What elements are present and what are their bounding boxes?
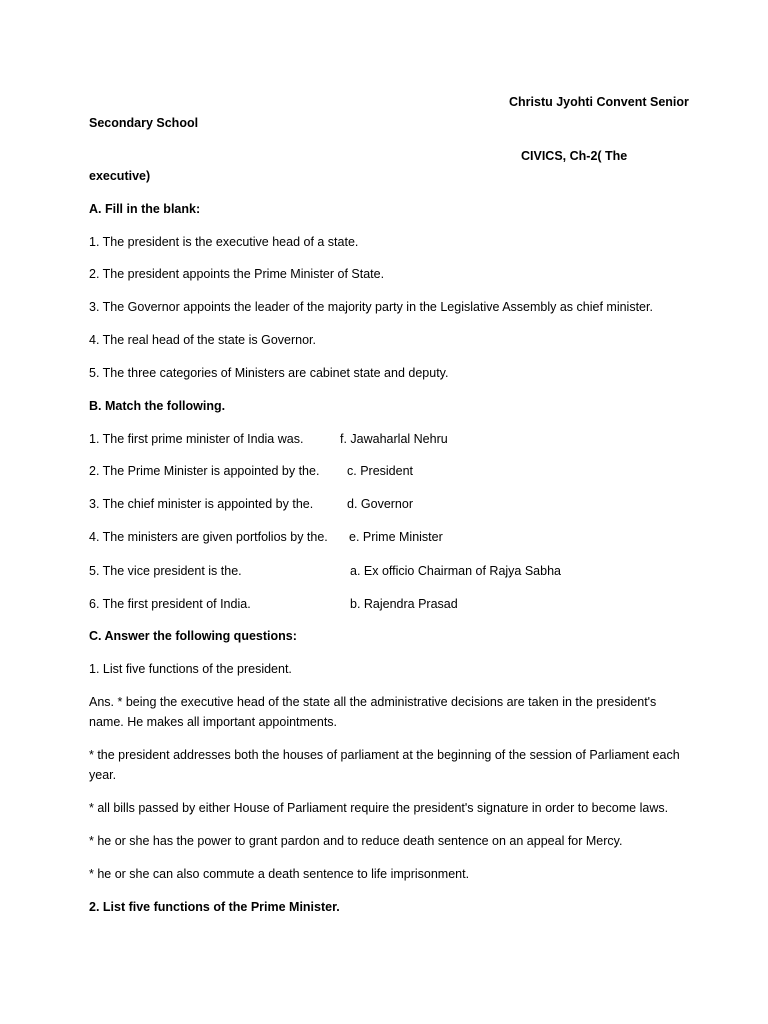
match-right-item: e. Prime Minister <box>349 530 443 544</box>
fill-blank-item: 4. The real head of the state is Governor. <box>89 333 316 347</box>
match-right-item: f. Jawaharlal Nehru <box>340 432 448 446</box>
answer-paragraph: * he or she has the power to grant pardon and to reduce death sentence on an appeal for Mercy. <box>89 834 623 848</box>
fill-blank-item: 1. The president is the executive head of a state. <box>89 235 359 249</box>
fill-blank-item: 3. The Governor appoints the leader of the majority party in the Legislative Assembly as chief minister. <box>89 300 653 314</box>
section-a-heading: A. Fill in the blank: <box>89 202 201 216</box>
answer-paragraph: * all bills passed by either House of Parliament require the president's signature in order to become laws. <box>89 801 669 815</box>
match-left-item: 3. The chief minister is appointed by the. <box>89 497 314 511</box>
match-left-item: 5. The vice president is the. <box>89 564 242 578</box>
match-left-item: 6. The first president of India. <box>89 597 251 611</box>
question-2: 2. List five functions of the Prime Minister. <box>89 900 340 914</box>
school-name-line2: Secondary School <box>89 116 199 130</box>
school-name-line1: Christu Jyohti Convent Senior <box>509 95 689 109</box>
section-b-heading: B. Match the following. <box>89 399 226 413</box>
answer-paragraph: Ans. * being the executive head of the state all the administrative decisions are taken in the president's name. He makes all important appointments. <box>89 695 657 729</box>
fill-blank-item: 5. The three categories of Ministers are cabinet state and deputy. <box>89 366 449 380</box>
match-right-item: d. Governor <box>347 497 414 511</box>
answer-paragraph: * he or she can also commute a death sentence to life imprisonment. <box>89 867 470 881</box>
question-1: 1. List five functions of the president. <box>89 662 292 676</box>
match-right-item: c. President <box>347 464 414 478</box>
match-left-item: 4. The ministers are given portfolios by the. <box>89 530 328 544</box>
match-left-item: 2. The Prime Minister is appointed by the. <box>89 464 320 478</box>
subject-title-line1: CIVICS, Ch-2( The <box>521 149 628 163</box>
match-right-item: b. Rajendra Prasad <box>350 597 458 611</box>
answer-paragraph: * the president addresses both the houses of parliament at the beginning of the session of Parliament each year. <box>89 748 680 782</box>
match-right-item: a. Ex officio Chairman of Rajya Sabha <box>350 564 561 578</box>
section-c-heading: C. Answer the following questions: <box>89 629 297 643</box>
fill-blank-item: 2. The president appoints the Prime Minister of State. <box>89 267 385 281</box>
subject-title-line2: executive) <box>89 169 151 183</box>
match-left-item: 1. The first prime minister of India was. <box>89 432 304 446</box>
